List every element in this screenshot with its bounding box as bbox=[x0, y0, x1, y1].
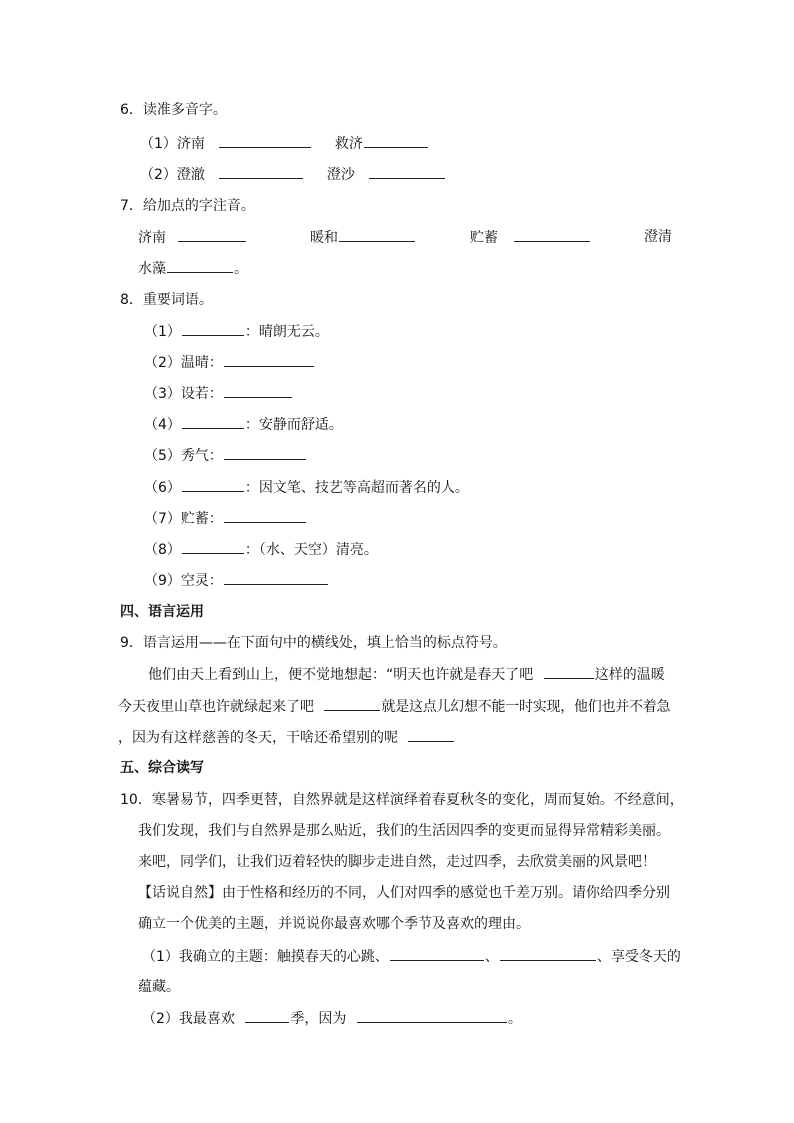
q7-item-1-text: 济南 bbox=[138, 230, 166, 246]
answer-blank[interactable] bbox=[224, 570, 328, 585]
answer-blank[interactable] bbox=[364, 133, 428, 148]
q9-line-2 bbox=[118, 696, 670, 717]
answer-blank[interactable] bbox=[245, 1008, 289, 1023]
section-heading-4: 四、语言运用 bbox=[120, 604, 204, 620]
q8-item-7 bbox=[144, 508, 307, 529]
answer-blank[interactable] bbox=[369, 164, 445, 179]
q9-l2-text-b: 就是这点儿幻想不能一时实现，他们也并不着急 bbox=[381, 699, 671, 715]
q10-part-1-cont: 蕴藏。 bbox=[138, 979, 180, 995]
answer-blank[interactable] bbox=[182, 321, 244, 336]
q6-r2-label-b: 澄沙 bbox=[326, 167, 355, 183]
answer-blank[interactable] bbox=[224, 445, 306, 460]
q8-i1-text: ：晴朗无云。 bbox=[244, 324, 329, 340]
answer-blank[interactable] bbox=[500, 946, 596, 961]
q6-title: 6．读准多音字。 bbox=[120, 102, 227, 118]
answer-blank[interactable] bbox=[219, 133, 311, 148]
q8-item-6 bbox=[144, 477, 469, 498]
q8-item-9 bbox=[144, 570, 329, 591]
q8-i2-text: （2）温晴： bbox=[144, 355, 223, 371]
q6-r2-label-a: （2）澄澈 bbox=[140, 167, 205, 183]
q10-paragraph-line-3: 来吧，同学们，让我们迈着轻快的脚步走进自然，走过四季，去欣赏美丽的风景吧！ bbox=[138, 854, 656, 870]
q8-item-2 bbox=[144, 352, 315, 373]
answer-blank[interactable] bbox=[357, 1008, 507, 1023]
q8-i5-text: （5）秀气： bbox=[144, 448, 223, 464]
answer-blank[interactable] bbox=[178, 227, 246, 242]
q10-p2-text-b: 季，因为 bbox=[290, 1011, 347, 1027]
answer-blank[interactable] bbox=[224, 383, 292, 398]
answer-blank[interactable] bbox=[182, 414, 244, 429]
q10-part-2 bbox=[142, 1008, 522, 1029]
q8-item-1 bbox=[144, 321, 329, 342]
q10-p1-text-c: 、享受冬天的 bbox=[596, 949, 681, 965]
q10-p1-text-b: 、 bbox=[484, 949, 499, 965]
q7-item-5-text: 水藻 bbox=[138, 261, 166, 277]
q9-title: 9．语言运用——在下面句中的横线处，填上恰当的标点符号。 bbox=[120, 635, 507, 651]
answer-blank[interactable] bbox=[408, 727, 454, 742]
q8-item-4 bbox=[144, 414, 343, 435]
q7-title: 7．给加点的字注音。 bbox=[120, 198, 255, 214]
q10-p2-text-c: 。 bbox=[507, 1011, 522, 1027]
q6-r1-label-a: （1）济南 bbox=[140, 136, 205, 152]
q6-row-2 bbox=[140, 164, 446, 185]
q8-i8-text: ：（水、天空）清亮。 bbox=[244, 542, 378, 558]
q9-l2-text-a: 今天夜里山草也许就绿起来了吧 bbox=[118, 699, 314, 715]
answer-blank[interactable] bbox=[182, 477, 244, 492]
q9-l3-text: ，因为有这样慈善的冬天，干啥还希望别的呢 bbox=[118, 730, 398, 746]
q8-title: 8．重要词语。 bbox=[120, 292, 213, 308]
q10-p1-text-a: （1）我确立的主题：触摸春天的心跳、 bbox=[142, 949, 389, 965]
q7-item-4: 澄清 bbox=[644, 229, 672, 245]
q6-row-1 bbox=[140, 133, 429, 154]
answer-blank[interactable] bbox=[514, 227, 590, 242]
q7-end-punct: 。 bbox=[234, 261, 248, 277]
q7-item-3 bbox=[470, 227, 591, 248]
q7-item-5 bbox=[138, 258, 248, 279]
answer-blank[interactable] bbox=[544, 664, 594, 679]
q7-item-1 bbox=[138, 227, 247, 248]
q10-p2-text-a: （2）我最喜欢 bbox=[142, 1011, 235, 1027]
answer-blank[interactable] bbox=[167, 258, 233, 273]
q8-item-8 bbox=[144, 539, 378, 560]
q9-line-3 bbox=[118, 727, 455, 748]
q10-paragraph-line-4: 【话说自然】由于性格和经历的不同，人们对四季的感觉也千差万别。请你给四季分别 bbox=[138, 885, 670, 901]
q8-i1-num: （1） bbox=[144, 324, 181, 340]
q8-i4-text: ：安静而舒适。 bbox=[244, 417, 343, 433]
q8-i7-text: （7）贮蓄： bbox=[144, 511, 223, 527]
q9-line-1 bbox=[148, 664, 665, 685]
q9-l1-text-b: 这样的温暖 bbox=[594, 667, 665, 683]
q10-paragraph-line-5: 确立一个优美的主题，并说说你最喜欢哪个季节及喜欢的理由。 bbox=[138, 916, 530, 932]
q10-part-1 bbox=[142, 946, 681, 967]
q8-i9-text: （9）空灵： bbox=[144, 573, 223, 589]
q10-paragraph-line-1: 10．寒暑易节，四季更替，自然界就是这样演绎着春夏秋冬的变化，周而复始。不经意间， bbox=[120, 792, 684, 808]
answer-blank[interactable] bbox=[219, 164, 303, 179]
q8-i6-text: ：因文笔、技艺等高超而著名的人。 bbox=[244, 480, 469, 496]
answer-blank[interactable] bbox=[390, 946, 484, 961]
answer-blank[interactable] bbox=[182, 539, 244, 554]
answer-blank[interactable] bbox=[324, 696, 380, 711]
q7-item-2 bbox=[310, 227, 416, 248]
q8-item-5 bbox=[144, 445, 307, 466]
q8-i8-num: （8） bbox=[144, 542, 181, 558]
q8-i6-num: （6） bbox=[144, 480, 181, 496]
q8-item-3 bbox=[144, 383, 293, 404]
answer-blank[interactable] bbox=[339, 227, 415, 242]
q7-item-3-text: 贮蓄 bbox=[470, 230, 498, 246]
answer-blank[interactable] bbox=[224, 352, 314, 367]
q10-paragraph-line-2: 我们发现，我们与自然界是那么贴近，我们的生活因四季的变更而显得异常精彩美丽。 bbox=[138, 823, 670, 839]
q9-l1-text-a: 他们由天上看到山上，便不觉地想起：“明天也许就是春天了吧 bbox=[148, 667, 534, 683]
q8-i4-num: （4） bbox=[144, 417, 181, 433]
section-heading-5: 五、综合读写 bbox=[120, 760, 204, 776]
q8-i3-text: （3）设若： bbox=[144, 386, 223, 402]
answer-blank[interactable] bbox=[224, 508, 306, 523]
q7-item-2-text: 暖和 bbox=[310, 230, 338, 246]
q6-r1-label-b: 救济 bbox=[334, 136, 363, 152]
